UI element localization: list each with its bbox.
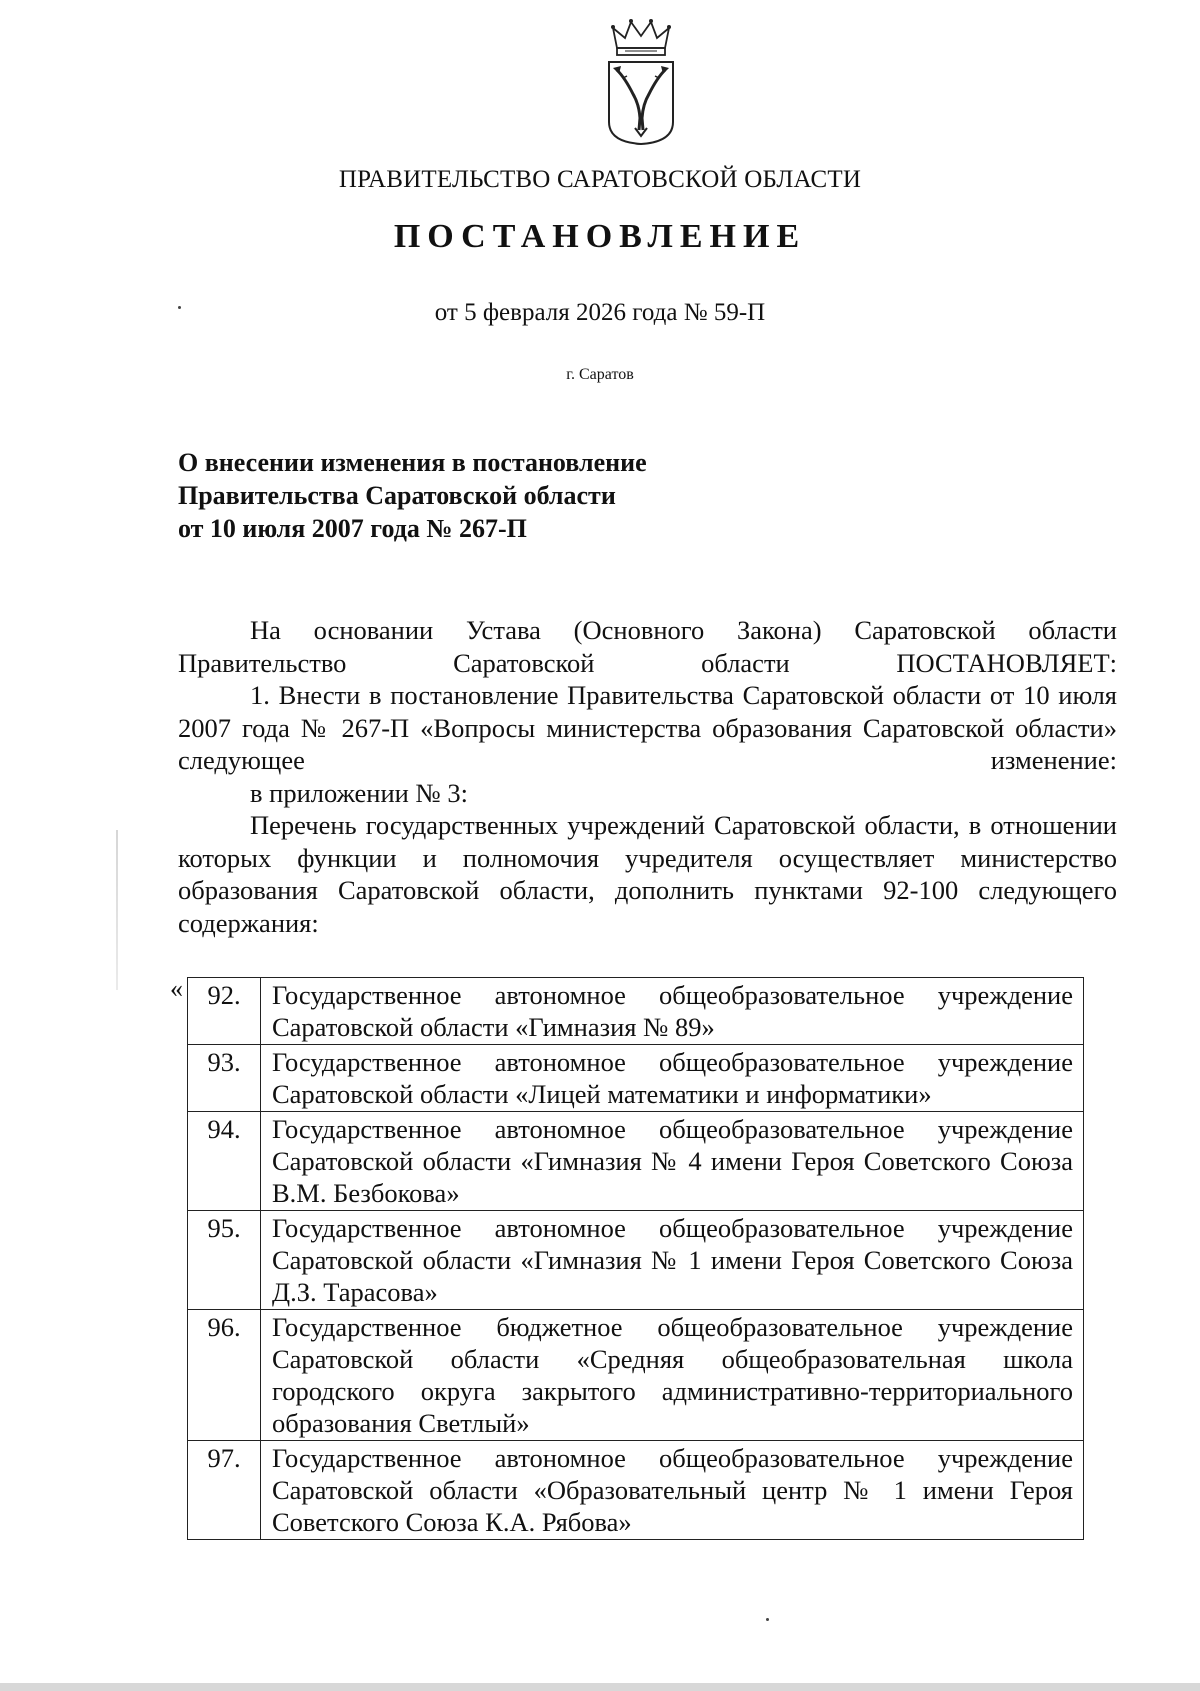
document-date-number: от 5 февраля 2026 года № 59-П (434, 299, 766, 326)
document-city: г. Саратов (566, 366, 634, 383)
institution-name: Государственное автономное общеобразовательное учреждение Саратовской области «Лицей математики и информатики» (261, 1045, 1084, 1112)
subject-line: от 10 июля 2007 года № 267-П (178, 514, 527, 543)
subject-line: Правительства Саратовской области (178, 481, 616, 510)
body-paragraph: На основании Устава (Основного Закона) Саратовской области Правительство Саратовской области ПОСТАНОВЛЯЕТ: (178, 615, 1117, 678)
table-row (188, 1045, 1084, 1112)
document-body (178, 614, 1117, 939)
table-row (188, 1310, 1084, 1441)
body-paragraph: в приложении № 3: (250, 777, 468, 808)
institution-name: Государственное бюджетное общеобразовательное учреждение Саратовской области «Средняя общеобразовательная школа городского округа закрытого административно-территориального образования Светлый» (261, 1310, 1084, 1441)
institution-name: Государственное автономное общеобразовательное учреждение Саратовской области «Гимназия № 4 имени Героя Советского Союза В.М. Безбокова» (261, 1112, 1084, 1211)
table-row (188, 1112, 1084, 1211)
row-number: 93. (188, 1045, 261, 1112)
row-number: 94. (188, 1112, 261, 1211)
institutions-table (187, 977, 1084, 1540)
government-name: ПРАВИТЕЛЬСТВО САРАТОВСКОЙ ОБЛАСТИ (338, 166, 862, 193)
row-number: 92. (188, 978, 261, 1045)
table-row (188, 1441, 1084, 1540)
row-number: 97. (188, 1441, 261, 1540)
scan-artifact (116, 830, 118, 990)
document-type: ПОСТАНОВЛЕНИЕ (393, 218, 807, 255)
opening-quote: « (170, 974, 183, 1003)
subject-line: О внесении изменения в постановление (178, 448, 647, 477)
scan-edge (0, 1683, 1200, 1691)
table-row (188, 978, 1084, 1045)
body-paragraph: Перечень государственных учреждений Саратовской области, в отношении которых функции и полномочия учредителя осуществляет министерство образования Саратовской области, дополнить пунктами 92-100 следующего содержания: (178, 810, 1117, 938)
scan-speck (766, 1618, 769, 1621)
table-row (188, 1211, 1084, 1310)
row-number: 96. (188, 1310, 261, 1441)
institution-name: Государственное автономное общеобразовательное учреждение Саратовской области «Образовательный центр № 1 имени Героя Советского Союза К.А. Рябова» (261, 1441, 1084, 1540)
row-number: 95. (188, 1211, 261, 1310)
coat-of-arms-icon (603, 18, 679, 146)
body-paragraph: 1. Внести в постановление Правительства Саратовской области от 10 июля 2007 года № 267-П «Вопросы министерства образования Саратовской области» следующее изменение: (178, 680, 1117, 775)
institution-name: Государственное автономное общеобразовательное учреждение Саратовской области «Гимназия № 1 имени Героя Советского Союза Д.З. Тарасова» (261, 1211, 1084, 1310)
document-subject (178, 446, 647, 545)
scan-speck (178, 306, 181, 309)
institution-name: Государственное автономное общеобразовательное учреждение Саратовской области «Гимназия № 89» (261, 978, 1084, 1045)
